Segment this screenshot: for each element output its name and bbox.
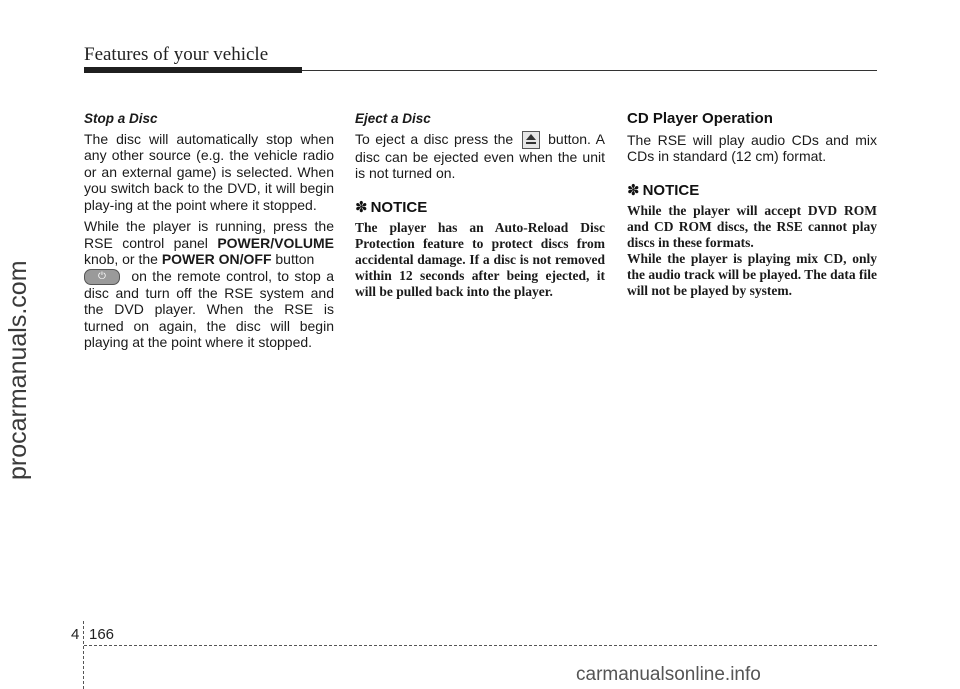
para2-text-c: knob, or the <box>84 251 162 267</box>
cd-player-heading: CD Player Operation <box>627 110 773 127</box>
notice-text-2b: While the player is playing mix CD, only the audio track will be played. The data file will not be played by system. <box>627 251 877 298</box>
notice-heading-1 <box>355 200 605 217</box>
stop-disc-para-2 <box>84 218 334 351</box>
power-onoff-label: POWER ON/OFF <box>161 251 272 267</box>
column-cd-player <box>627 111 877 299</box>
cd-player-para: The RSE will play audio CDs and mix CDs in standard (12 cm) format. <box>627 131 877 164</box>
notice-heading-2 <box>627 183 877 200</box>
footer-vertical-rule <box>83 621 84 689</box>
header-rule <box>302 70 877 71</box>
stop-disc-para-1: The disc will automatically stop when any other source (e.g. the vehicle radio or an external game) is selected. When you switch back to the DVD, it will begin play-ing at the point where it stopped. <box>84 130 334 213</box>
notice-text-2a: While the player will accept DVD ROM and CD ROM discs, the RSE cannot play discs in these formats. <box>627 203 877 250</box>
column-stop-disc <box>84 111 334 356</box>
notice-star-icon: ✽ <box>627 181 640 199</box>
side-watermark: procarmanuals.com <box>4 260 32 480</box>
page-section-number: 4 <box>71 626 80 643</box>
column-eject-disc <box>355 111 605 300</box>
eject-button-icon <box>522 131 540 149</box>
notice-label-2: NOTICE <box>642 181 700 199</box>
para2-text-a: While the player is running, press the RSE control panel <box>84 218 334 251</box>
eject-text-b: button. A disc can be ejected even when the unit is not turned on. <box>355 130 605 182</box>
power-button-icon: ⏻ <box>84 269 120 285</box>
page-header-title: Features of your vehicle <box>84 44 269 65</box>
notice-text-1: The player has an Auto-Reload Disc Protection feature to protect discs from accidental damage. If a disc is not removed within 12 seconds after being ejected, it will be pulled back into the player. <box>355 220 605 300</box>
notice-label-1: NOTICE <box>370 198 428 216</box>
eject-text-a: To eject a disc press the <box>355 130 519 147</box>
para2-text-f: on the remote control, to stop a disc and turn off the RSE system and the DVD player. When the RSE is turned on again, the disc will begin playing at the point where it stopped. <box>84 267 334 351</box>
page-number: 166 <box>89 626 115 643</box>
eject-disc-para <box>355 131 605 182</box>
power-volume-label: POWER/VOLUME <box>217 234 334 251</box>
para2-text-e: button <box>271 251 315 267</box>
bottom-watermark: carmanualsonline.info <box>576 664 761 685</box>
notice-star-icon: ✽ <box>355 198 368 216</box>
eject-disc-heading: Eject a Disc <box>355 111 431 126</box>
stop-disc-heading: Stop a Disc <box>84 111 158 126</box>
header-bar <box>84 67 302 73</box>
footer-horizontal-rule <box>84 645 877 646</box>
